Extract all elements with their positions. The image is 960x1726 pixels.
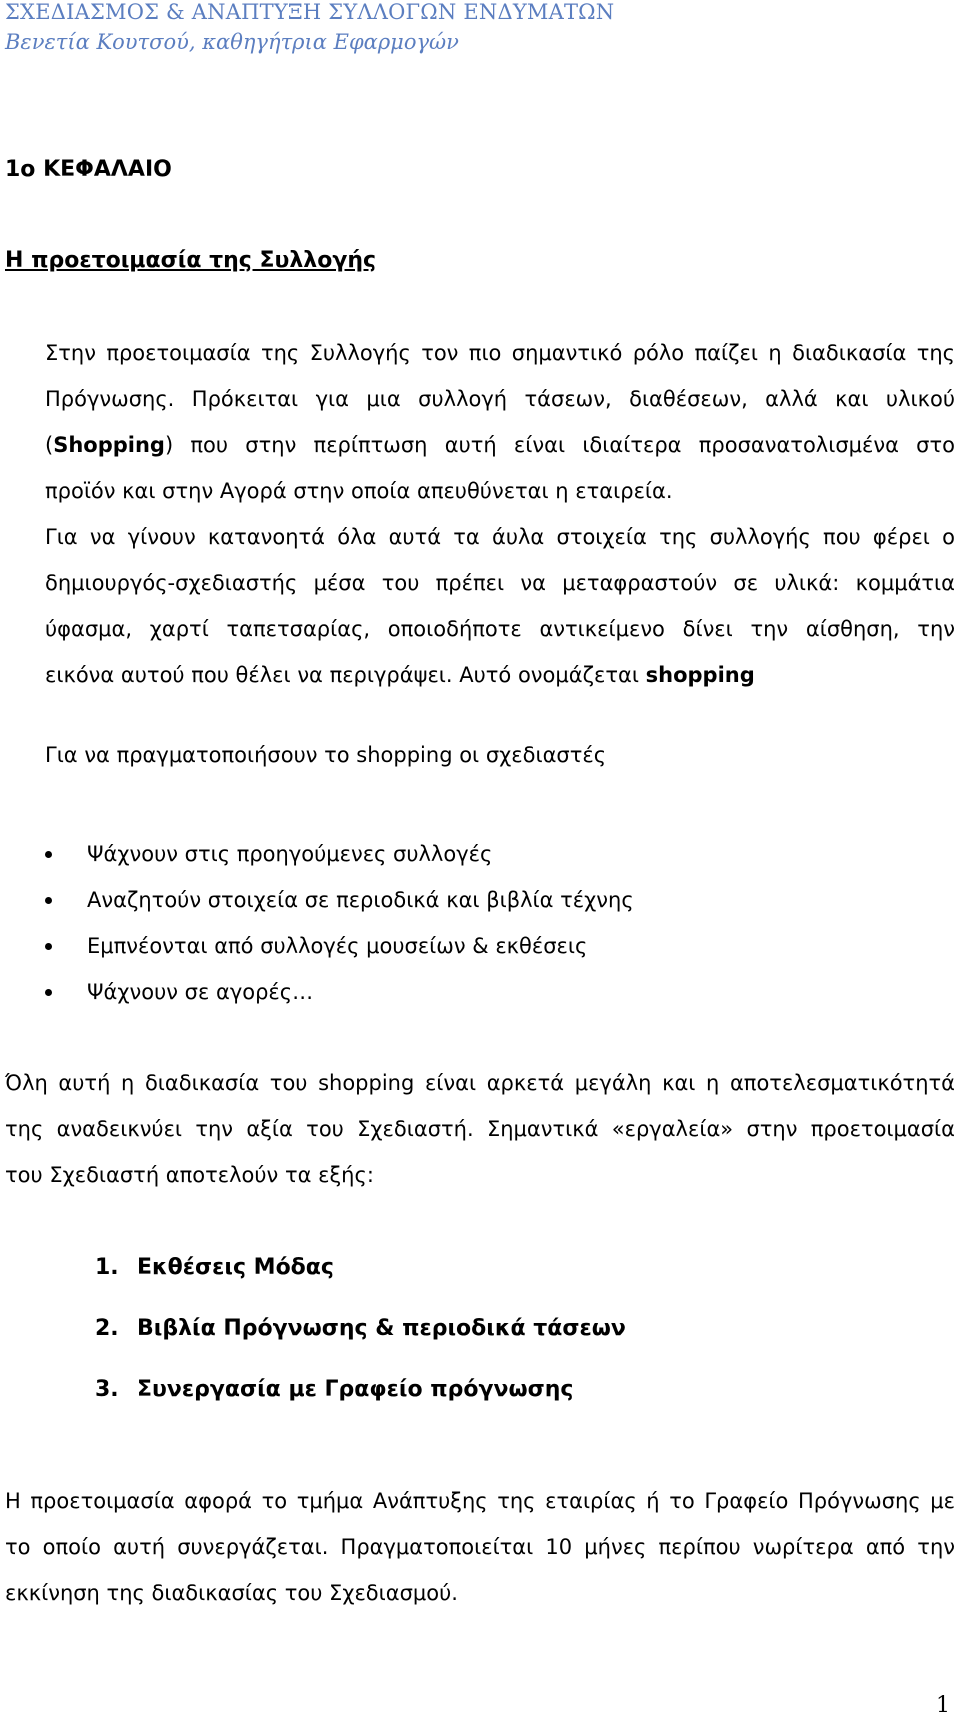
- paragraph-designer-tools: [5, 1060, 955, 1198]
- list-item: [45, 831, 634, 877]
- item-number: 2.: [95, 1316, 119, 1341]
- paragraph-line: Πρόγνωσης. Πρόκειται για μια συλλογή τάσεων, διαθέσεων, αλλά και υλικού: [45, 387, 955, 411]
- list-item: [45, 923, 634, 969]
- section-title: Η προετοιμασία της Συλλογής: [5, 248, 377, 273]
- bullet-icon: [45, 851, 52, 858]
- page-number: 1: [936, 1693, 950, 1718]
- bullet-icon: [45, 897, 52, 904]
- paragraph-line: του Σχεδιαστή αποτελούν τα εξής:: [5, 1163, 374, 1187]
- shopping-term: shopping: [645, 663, 755, 687]
- item-text: Βιβλία Πρόγνωσης & περιοδικά τάσεων: [137, 1316, 626, 1341]
- paren-open: (: [45, 433, 54, 457]
- paragraph-preparation-timing: [5, 1478, 955, 1616]
- list-item-text: Ψάχνουν σε αγορές…: [87, 980, 314, 1004]
- paragraph-line: Όλη αυτή η διαδικασία του shopping είναι αρκετά μεγάλη και η αποτελεσματικότητά: [5, 1071, 955, 1095]
- bullet-icon: [45, 943, 52, 950]
- paragraph-line: [45, 422, 955, 468]
- paragraph-line: δημιουργός-σχεδιαστής μέσα του πρέπει να μεταφραστούν σε υλικά: κομμάτια: [45, 571, 955, 595]
- paragraph-line: Η προετοιμασία αφορά το τμήμα Ανάπτυξης της εταιρίας ή το Γραφείο Πρόγνωσης με: [5, 1489, 955, 1513]
- item-number: 1.: [95, 1255, 119, 1280]
- shopping-bullet-list: [45, 831, 634, 1015]
- item-text: Εκθέσεις Μόδας: [137, 1255, 334, 1280]
- tools-numbered-list: [95, 1245, 626, 1428]
- item-number: 3.: [95, 1377, 119, 1402]
- paragraph-line: το οποίο αυτή συνεργάζεται. Πραγματοποιείται 10 μήνες περίπου νωρίτερα από την: [5, 1535, 955, 1559]
- paragraph-line: Για να γίνουν κατανοητά όλα αυτά τα άυλα στοιχεία της συλλογής που φέρει ο: [45, 525, 955, 549]
- paragraph-line: προϊόν και στην Αγορά στην οποία απευθύνεται η εταιρεία.: [45, 479, 673, 503]
- paragraph-line: Στην προετοιμασία της Συλλογής τον πιο σημαντικό ρόλο παίζει η διαδικασία της: [45, 341, 955, 365]
- paragraph-line: εκκίνηση της διαδικασίας του Σχεδιασμού.: [5, 1581, 458, 1605]
- paragraph-line: της αναδεικνύει την αξία του Σχεδιαστή. Σημαντικά «εργαλεία» στην προετοιμασία: [5, 1117, 955, 1141]
- list-item: [45, 969, 634, 1015]
- paragraph-line: ύφασμα, χαρτί ταπετσαρίας, οποιοδήποτε αντικείμενο δίνει την αίσθηση, την: [45, 617, 955, 641]
- paragraph-text: ) που στην περίπτωση αυτή είναι ιδιαίτερα προσανατολισμένα στο: [164, 433, 955, 457]
- paragraph-text: εικόνα αυτού που θέλει να περιγράψει. Αυτό ονομάζεται: [45, 663, 646, 687]
- document-header-author: Βενετία Κουτσού, καθηγήτρια Εφαρμογών: [5, 30, 459, 54]
- paragraph-forecasting: [45, 330, 955, 698]
- shopping-intro-line: Για να πραγματοποιήσουν το shopping οι σχεδιαστές: [45, 743, 607, 767]
- list-item-text: Εμπνέονται από συλλογές μουσείων & εκθέσεις: [87, 934, 588, 958]
- numbered-item: [95, 1245, 626, 1306]
- chapter-heading: 1ο ΚΕΦΑΛΑΙΟ: [5, 157, 172, 182]
- numbered-item: [95, 1306, 626, 1367]
- item-text: Συνεργασία με Γραφείο πρόγνωσης: [137, 1377, 574, 1402]
- list-item: [45, 877, 634, 923]
- numbered-item: [95, 1367, 626, 1428]
- paragraph-line: [45, 652, 955, 698]
- list-item-text: Αναζητούν στοιχεία σε περιοδικά και βιβλία τέχνης: [87, 888, 634, 912]
- document-header-title: ΣΧΕΔΙΑΣΜΟΣ & ΑΝΑΠΤΥΞΗ ΣΥΛΛΟΓΩΝ ΕΝΔΥΜΑΤΩΝ: [5, 0, 615, 24]
- shopping-term: Shopping: [53, 433, 165, 457]
- bullet-icon: [45, 989, 52, 996]
- list-item-text: Ψάχνουν στις προηγούμενες συλλογές: [87, 842, 493, 866]
